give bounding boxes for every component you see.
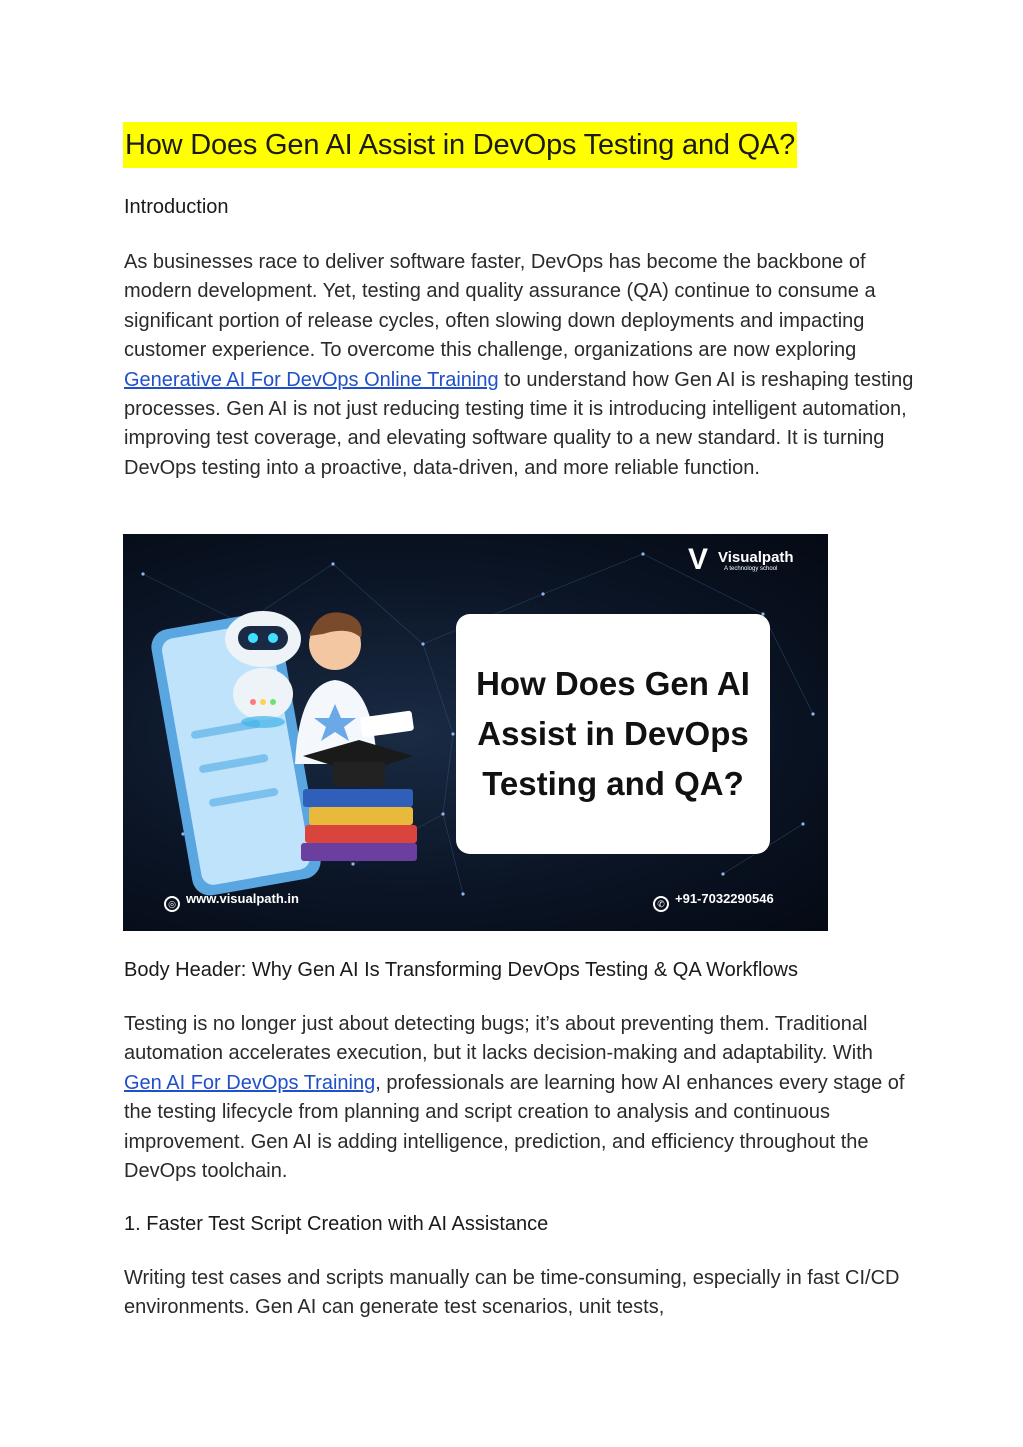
banner-phone — [653, 891, 774, 912]
books-icon — [301, 789, 417, 861]
banner-image — [123, 534, 828, 931]
banner-headline: How Does Gen AI Assist in DevOps Testing and QA? — [476, 665, 750, 802]
section1-heading: 1. Faster Test Script Creation with AI Assistance — [124, 1213, 549, 1235]
intro-text-before: As businesses race to deliver software faster, DevOps has become the backbone of modern development. Yet, testing and quality assurance (QA) continue to consume a significant portion of release cycles, often slowing down deployments and impacting customer experience. To overcome this challenge, organizations are now exploring — [124, 251, 876, 362]
gen-ai-devops-training-link[interactable]: Gen AI For DevOps Training — [124, 1071, 376, 1094]
whatsapp-icon: ✆ — [653, 896, 669, 912]
intro-text-after: to understand how Gen AI is reshaping testing processes. Gen AI is not just reducing testing time it is introducing intelligent automation, improving test coverage, and elevating software quality to a new standard. It is turning DevOps testing into a proactive, data-driven, and more reliable function. — [124, 368, 914, 479]
student-icon — [295, 612, 414, 764]
headline-card — [456, 614, 770, 854]
visualpath-logo-mark: V — [688, 543, 709, 576]
logo-name: Visualpath — [718, 549, 794, 566]
body-text-before: Testing is no longer just about detecting bugs; it’s about preventing them. Traditional automation accelerates execution, but it lacks decision-making and adaptability. With — [124, 1013, 873, 1065]
logo-tagline: A technology school — [724, 566, 778, 572]
website-text: www.visualpath.in — [186, 891, 299, 906]
body-text-after: , professionals are learning how AI enhances every stage of the testing lifecycle from planning and script creation to analysis and continuous improvement. Gen AI is adding intelligence, prediction, and efficiency throughout the DevOps toolchain. — [124, 1071, 905, 1183]
generative-ai-devops-online-training-link[interactable]: Generative AI For DevOps Online Training — [124, 368, 499, 391]
intro-paragraph — [124, 248, 914, 483]
section1-paragraph: Writing test cases and scripts manually can be time-consuming, especially in fast CI/CD environments. Gen AI can generate test scenarios, unit tests, — [124, 1267, 900, 1319]
body-paragraph — [124, 1010, 914, 1186]
banner-website — [164, 891, 299, 912]
phone-text: +91-7032290546 — [675, 891, 774, 906]
body-heading: Body Header: Why Gen AI Is Transforming DevOps Testing & QA Workflows — [124, 959, 798, 981]
globe-icon: ◎ — [164, 896, 180, 912]
intro-heading: Introduction — [124, 196, 229, 218]
page-title: How Does Gen AI Assist in DevOps Testing and QA? — [123, 122, 797, 168]
